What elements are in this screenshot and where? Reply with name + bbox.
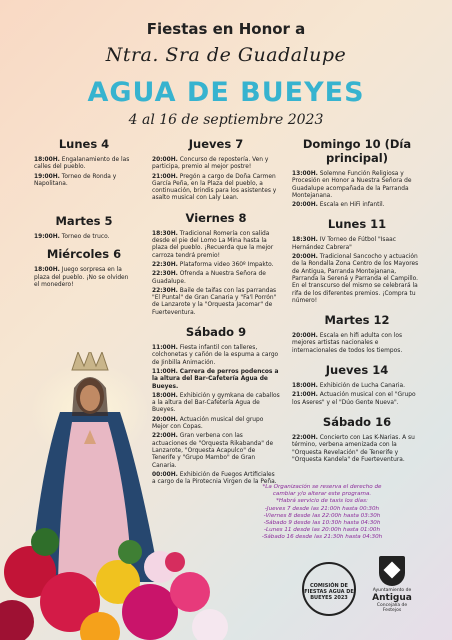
event-item: 20:00H. Concurso de repostería. Ven y participa, premio al mejor postre! — [152, 157, 269, 171]
day-block — [34, 214, 134, 241]
event-item: 13:00H. Solemne Función Religiosa y Procesión en Honor a Nuestra Señora de Guadalupe acompañada de la Parranda Montejanana. — [292, 171, 412, 199]
day-block — [292, 313, 422, 355]
event-item: 22:30H. Baile de taifas con las parrandas "El Puntal" de Gran Canaria y "Fa'l Porrón" de Lanzarote y la "Orquesta Jacomar" de Fuerteventura. — [152, 287, 277, 316]
event-item: 19:00H. Torneo de truco. — [34, 234, 110, 241]
event-item: 00:00H. Exhibición de Fuegos Artificiales a cargo de la Pirotecnia Virgen de la Peña. — [152, 471, 277, 486]
event-item: 22:00H. Concierto con Las K-Narias. A su término, verbena amenizada con la "Orquesta Revelación" de Tenerife y "Orquesta Kandela" de Fuerteventura. — [292, 434, 415, 463]
event-item: 11:00H. Fiesta infantil con talleres, colchonetas y cañón de la espuma a cargo de Jinbilla Animación. — [152, 345, 279, 366]
coat-of-arms-icon — [379, 556, 405, 586]
virgin-and-flowers-image — [0, 352, 230, 640]
event-item: 22:30H. Plataforma video 360º Impakto. — [152, 261, 274, 268]
town-hall-logo: Ayuntamiento de Antigua Concejalía de Festejos — [368, 556, 416, 624]
poster-title: AGUA DE BUEYES — [87, 77, 365, 108]
column-right — [292, 137, 422, 466]
day-block — [152, 137, 280, 203]
day-block — [292, 217, 422, 305]
day-block — [152, 211, 280, 317]
event-item: 18:00H. Exhibición de Lucha Canaria. — [292, 383, 406, 390]
day-heading: Sábado 9 — [185, 325, 247, 340]
event-item: 21:00H. Actuación musical con el "Grupo los Aseres" y el "Dúo Gente Nueva". — [292, 392, 416, 406]
event-item: 22:30H. Ofrenda a Nuestra Señora de Guadalupe. — [152, 271, 266, 285]
day-heading: Martes 12 — [324, 313, 390, 328]
day-heading: Lunes 4 — [58, 137, 110, 151]
column-left — [34, 137, 134, 291]
organization-note: *La Organización se reserva el derecho de cambiar y/o alterar este programa. *Habrá servicio de taxis los días: -Jueves 7 desde las 21:00h hasta 00:30h -Viernes 8 desde las 22:00h hasta 03:30h -Sábado 9 desde las 10:30h hasta 04:30h -Lunes 11 desde las 20:00h hasta 01:00h -Sábado 16 desde las 21:30h hasta 04:30h — [261, 484, 383, 541]
event-item: 22:00H. Gran verbena con las actuaciones de "Orquesta Rikabanda" de Lanzarote, "Orquesta Acapulco" de Tenerife y "Grupo Mambo" de Gran Canaria. — [152, 433, 274, 469]
event-item: 20:00H. Actuación musical del grupo Mejor con Copas. — [152, 416, 264, 431]
event-item: 18:00H. Engalanamiento de las calles del pueblo. — [34, 157, 130, 171]
event-item: 20:00H. Escala en HiFi infantil. — [292, 202, 385, 209]
day-heading: Domingo 10 (Día principal) — [302, 137, 412, 165]
day-heading: Sábado 16 — [322, 414, 392, 429]
day-block — [292, 137, 422, 209]
day-block — [34, 247, 134, 289]
day-heading: Miércoles 6 — [46, 247, 122, 262]
day-block — [292, 415, 422, 464]
poster-dates: 4 al 16 de septiembre 2023 — [128, 112, 324, 128]
event-item: 18:30H. IV Torneo de Fútbol "Isaac Hernández Cabrera" — [292, 237, 396, 251]
event-item: 18:30H. Tradicional Romería con salida desde el pie del Lomo La Mina hasta la plaza del pueblo. ¡Recuerda que la mejor carroza tendrá premio! — [152, 230, 274, 259]
day-heading: Lunes 11 — [327, 217, 387, 232]
event-item: 20:00H. Escala en hifi adulta con los mejores artistas nacionales e internacionales de todos los tiempos. — [292, 333, 403, 354]
day-block — [292, 363, 422, 407]
event-item: 18:00H. Juego sorpresa en la plaza del pueblo. ¡No se olviden el monedero! — [34, 267, 129, 289]
event-item: 18:00H. Exhibición y gymkana de caballos a la altura del Bar-Cafetería Agua de Bueyes. — [152, 392, 280, 414]
poster-subtitle: Ntra. Sra de Guadalupe — [105, 44, 347, 66]
day-block — [34, 137, 134, 188]
day-heading: Martes 5 — [55, 214, 113, 229]
event-item: 11:00H. Carrera de perros podencos a la altura del Bar-Cafetería Agua de Bueyes. — [152, 368, 279, 390]
day-heading: Jueves 14 — [325, 363, 389, 378]
day-heading: Viernes 8 — [185, 210, 247, 225]
poster-heading: Fiestas en Honor a — [146, 20, 306, 38]
event-item: 20:00H. Tradicional Sancocho y actuación de la Rondalla Zona Centro de los Mayores de Antigua, Parranda Montejanana, Parranda la Serená y Parranda el Campillo. En el transcurso del mismo se celebrará la rifa de los diferentes premios. ¡Compra tu número! — [292, 254, 419, 304]
event-item: 21:00H. Pregón a cargo de Doña Carmen García Peña, en la Plaza del pueblo, a continuación, brindis para los asistentes y asalto musical con Laly Lean. — [152, 173, 277, 202]
event-item: 19:00H. Torneo de Ronda y Napolitana. — [34, 173, 117, 187]
day-heading: Jueves 7 — [188, 137, 244, 151]
commission-logo: COMISIÓN DE FIESTAS AGUA DE BUEYES 2023 — [302, 562, 356, 616]
